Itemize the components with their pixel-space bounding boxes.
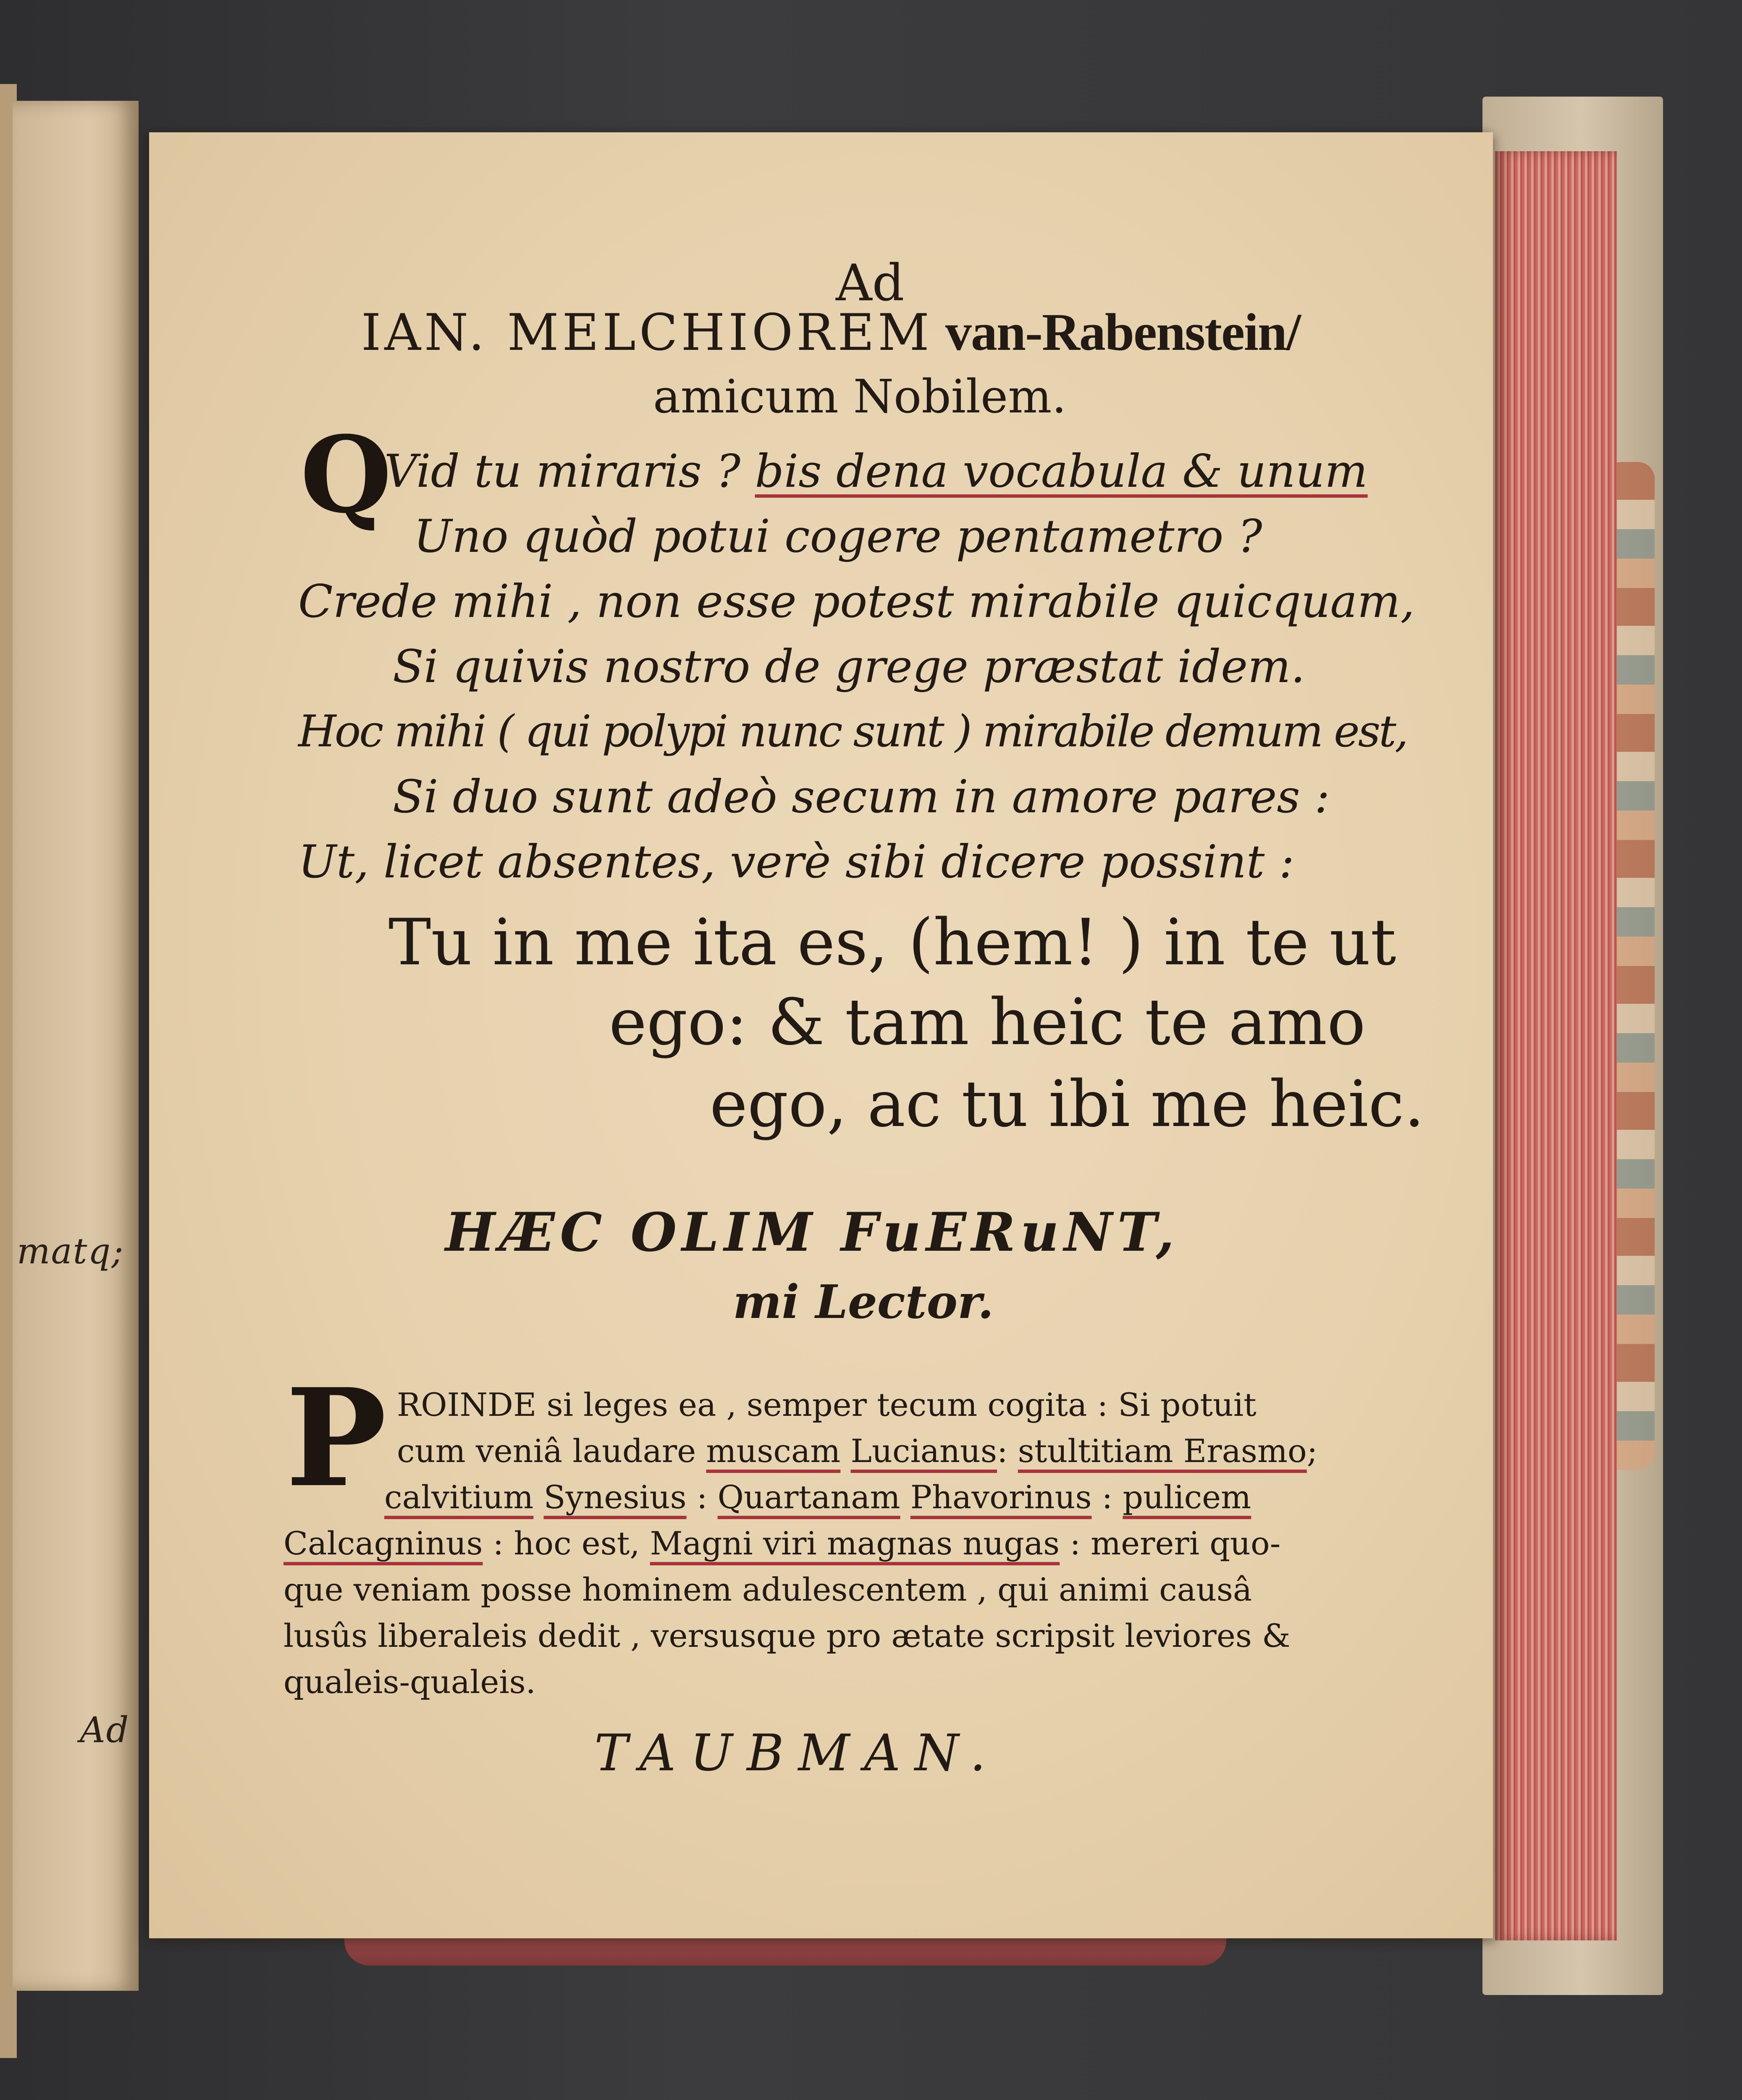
poem-line-6: Si duo sunt adeò secum in amore pares : — [393, 771, 1330, 823]
underlined-synesius: Synesius — [543, 1478, 687, 1516]
paragraph-line-4 — [283, 1525, 1280, 1562]
paragraph-line-3-space — [533, 1478, 543, 1516]
paragraph-line-3-sep-3: : — [1091, 1478, 1123, 1516]
heading-name-line — [361, 302, 1300, 363]
underlined-magni-viri: Magni viri magnas nugas — [650, 1525, 1060, 1562]
book-page — [149, 132, 1493, 1938]
paragraph-line-3 — [384, 1478, 1251, 1516]
paragraph-line-2-space — [840, 1432, 850, 1470]
poem-line-3: Crede mihi , non esse potest mirabile quicquam, — [298, 575, 1415, 628]
paragraph-line-3-sep-1: : — [686, 1478, 718, 1516]
paragraph-line-6: lusûs liberaleis dedit , versusque pro ætate scripsit leviores & — [283, 1617, 1291, 1654]
underlined-calcagninus: Calcagninus — [283, 1525, 483, 1562]
closing-subtitle: mi Lector. — [733, 1275, 994, 1329]
poem-line-2: Uno quòd potui cogere pentametro ? — [414, 510, 1262, 563]
underlined-muscam: muscam — [706, 1432, 841, 1470]
paragraph-line-3-sep-2 — [900, 1478, 910, 1516]
paragraph-line-4-end: : mereri quo- — [1060, 1525, 1281, 1562]
paragraph-line-7: qualeis-qualeis. — [283, 1663, 536, 1701]
underlined-calvitium: calvitium — [384, 1478, 534, 1516]
paragraph-line-2 — [397, 1432, 1317, 1470]
paragraph-line-2-end: ; — [1306, 1432, 1318, 1470]
quote-line-2: ego: & tam heic te amo — [609, 985, 1366, 1059]
paragraph-initial: P — [286, 1360, 387, 1517]
underlined-pulicem: pulicem — [1123, 1478, 1251, 1516]
underlined-stultitiam: stultitiam Erasmo — [1018, 1432, 1307, 1470]
heading-subtitle: amicum Nobilem. — [653, 370, 1067, 423]
paragraph-line-2-start: cum veniâ laudare — [397, 1432, 706, 1470]
poem-initial: Q — [300, 413, 392, 536]
poem-line-5: Hoc mihi ( qui polypi nunc sunt ) mirabile demum est, — [298, 706, 1407, 757]
underlined-quartanam: Quartanam — [717, 1478, 900, 1516]
poem-line-1-underlined: bis dena vocabula & unum — [755, 445, 1368, 498]
left-page — [13, 101, 139, 1991]
paragraph-line-4-mid: : hoc est, — [483, 1525, 650, 1562]
heading-name-roman: IAN. MELCHIOREM — [361, 304, 933, 362]
poem-line-1 — [384, 445, 1368, 498]
heading-name-fraktur: van-Rabenstein/ — [945, 303, 1301, 362]
heading-ad: Ad — [836, 254, 905, 312]
quote-line-3: ego, ac tu ibi me heic. — [710, 1067, 1425, 1141]
underlined-phavorinus: Phavorinus — [910, 1478, 1092, 1516]
poem-line-7: Ut, licet absentes, verè sibi dicere possint : — [298, 836, 1295, 888]
poem-line-4: Si quivis nostro de grege præstat idem. — [393, 640, 1305, 693]
paragraph-line-5: que veniam posse hominem adulescentem , qui animi causâ — [283, 1571, 1252, 1608]
paragraph-line-1: ROINDE si leges ea , semper tecum cogita : Si potuit — [397, 1386, 1257, 1423]
red-page-edges — [1495, 151, 1617, 1940]
left-page-fragment-ad: Ad — [80, 1709, 130, 1751]
poem-line-1-start: Vid tu miraris ? — [384, 445, 755, 498]
paragraph-line-2-sep: : — [997, 1432, 1018, 1470]
quote-line-1: Tu in me ita es, (hem! ) in te ut — [388, 905, 1396, 979]
underlined-lucianus: Lucianus — [850, 1432, 997, 1470]
signature: TAUBMAN. — [594, 1724, 1000, 1782]
left-page-fragment-matq: matq; — [17, 1231, 124, 1272]
closing-title: HÆC OLIM FuERuNT, — [445, 1201, 1180, 1263]
